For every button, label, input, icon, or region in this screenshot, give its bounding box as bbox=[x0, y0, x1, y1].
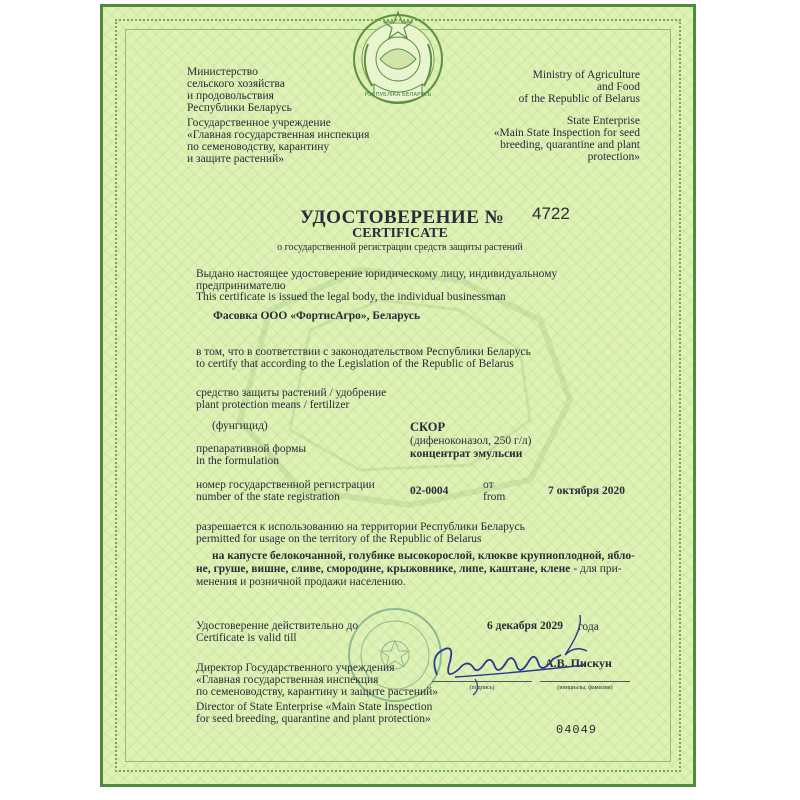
validity-label-en: Certificate is valid till bbox=[196, 632, 297, 644]
usage-crops-line-2 bbox=[196, 563, 622, 575]
header-right-line-5: «Main State Inspection for seed bbox=[493, 127, 640, 139]
state-emblem bbox=[350, 4, 446, 116]
header-left-line-5: Государственное учреждение bbox=[187, 117, 331, 129]
validity-date: 6 декабря 2029 bbox=[487, 620, 563, 632]
legislation-en: to certify that according to the Legislation of the Republic of Belarus bbox=[196, 358, 514, 370]
formulation-ru: препаративной формы bbox=[196, 443, 307, 455]
usage-crops-line-2-bold: не, груше, вишне, сливе, смородине, крыжовнике, липе, каштане, клене bbox=[196, 563, 571, 575]
legislation-ru: в том, что в соответствии с законодательством Республики Беларусь bbox=[196, 346, 531, 358]
director-ru-line-3: по семеноводству, карантину и защите растений» bbox=[196, 686, 439, 698]
header-right-line-2: and Food bbox=[596, 81, 640, 93]
certificate-holder: Фасовка ООО «ФортисАгро», Беларусь bbox=[213, 310, 421, 322]
usage-en: permitted for usage on the territory of the Republic of Belarus bbox=[196, 533, 482, 545]
registration-label-en: number of the state registration bbox=[196, 491, 340, 503]
usage-crops-line-1: на капусте белокочанной, голубике высокорослой, клюкве крупноплодной, ябло- bbox=[212, 550, 635, 562]
formulation-value: концентрат эмульсии bbox=[410, 448, 523, 460]
means-en: plant protection means / fertilizer bbox=[196, 399, 350, 411]
means-ru: средство защиты растений / удобрение bbox=[196, 387, 387, 399]
header-left-line-3: и продовольствия bbox=[187, 90, 274, 102]
director-signature bbox=[415, 615, 615, 700]
header-right-line-7: protection» bbox=[587, 151, 640, 163]
header-right-line-6: breeding, quarantine and plant bbox=[500, 139, 640, 151]
certificate-subtitle: о государственной регистрации средств защиты растений bbox=[277, 242, 523, 253]
director-ru-line-2: «Главная государственная инспекция bbox=[196, 674, 379, 686]
header-left-line-6: «Главная государственная инспекция bbox=[187, 129, 370, 141]
name-caption: (инициалы, фамилия) bbox=[557, 685, 613, 691]
header-right-line-3: of the Republic of Belarus bbox=[518, 93, 640, 105]
certificate-title-english: CERTIFICATE bbox=[352, 226, 448, 241]
emblem-ribbon-text: РЭСПУБЛІКА БЕЛАРУСЬ bbox=[364, 92, 432, 98]
formulation-en: in the formulation bbox=[196, 455, 280, 467]
usage-ru: разрешается к использованию на территории Республики Беларусь bbox=[196, 521, 525, 533]
form-number: 04049 bbox=[556, 723, 598, 737]
registration-from-ru: от bbox=[483, 479, 494, 491]
usage-crops-line-2-tail: - для при- bbox=[570, 563, 622, 575]
registration-number: 02-0004 bbox=[410, 485, 449, 497]
registration-label-ru: номер государственной регистрации bbox=[196, 479, 375, 491]
director-en-line-2: for seed breeding, quarantine and plant protection» bbox=[196, 713, 431, 725]
header-left-line-8: и защите растений» bbox=[187, 153, 284, 165]
header-left-line-2: сельского хозяйства bbox=[187, 78, 285, 90]
issued-ru-line-2: предпринимателю bbox=[196, 280, 286, 292]
director-ru-line-1: Директор Государственного учреждения bbox=[196, 662, 395, 674]
product-name: СКОР bbox=[410, 420, 446, 434]
product-category: (фунгицид) bbox=[212, 420, 268, 432]
signature-caption: (подпись) bbox=[469, 685, 495, 691]
header-left-line-4: Республики Беларусь bbox=[187, 102, 292, 114]
header-left-line-7: по семеноводству, карантину bbox=[187, 141, 330, 153]
certificate-number: 4722 bbox=[532, 204, 570, 223]
header-right-line-4: State Enterprise bbox=[566, 115, 640, 127]
header-left-line-1: Министерство bbox=[187, 66, 258, 78]
validity-year-word: года bbox=[578, 621, 599, 633]
registration-date: 7 октября 2020 bbox=[548, 485, 625, 497]
issued-ru-line-1: Выдано настоящее удостоверение юридическому лицу, индивидуальному bbox=[196, 268, 558, 280]
certificate-title: УДОСТОВЕРЕНИЕ № bbox=[300, 207, 505, 228]
usage-crops-line-3: менения и розничной продажи населению. bbox=[196, 576, 406, 588]
director-en-line-1: Director of State Enterprise «Main State Inspection bbox=[196, 701, 433, 713]
header-right-line-1: Ministry of Agriculture bbox=[532, 69, 640, 81]
active-ingredient: (дифеноконазол, 250 г/л) bbox=[410, 435, 532, 447]
registration-from-en: from bbox=[483, 491, 506, 503]
director-name: А.В. Пискун bbox=[545, 656, 612, 670]
issued-en: This certificate is issued the legal body, the individual businessman bbox=[196, 291, 506, 303]
validity-label-ru: Удостоверение действительно до bbox=[196, 620, 359, 632]
